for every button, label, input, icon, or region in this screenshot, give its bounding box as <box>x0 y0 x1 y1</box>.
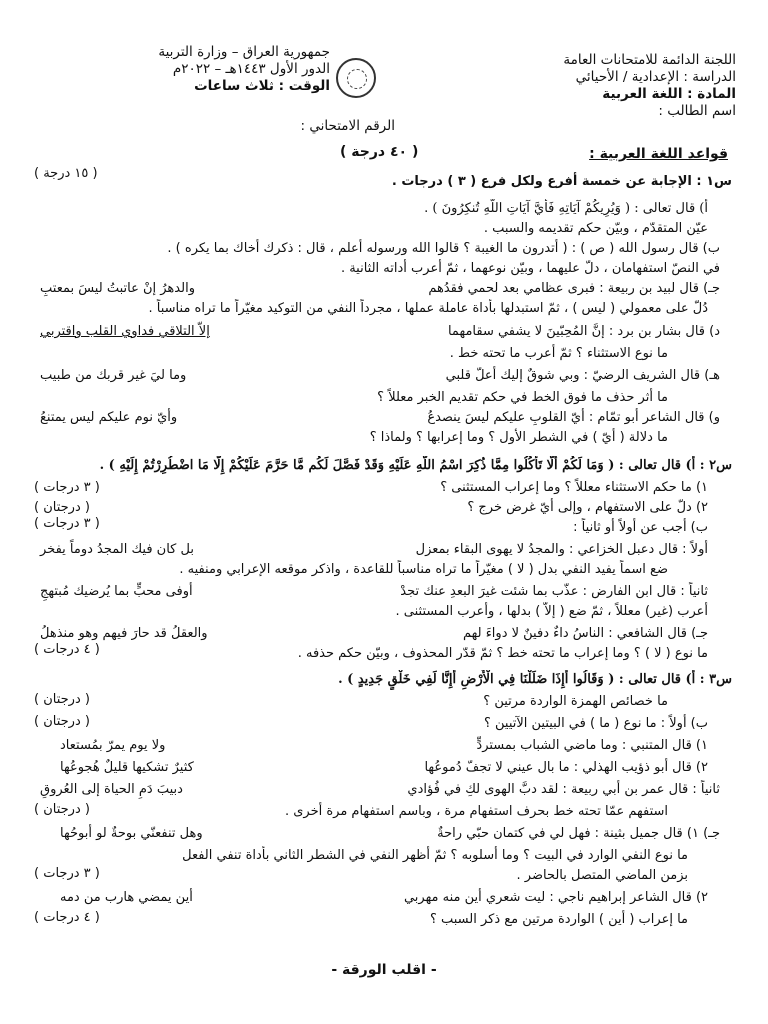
q1-d-verse-second: إلاّ التلاقي فداوي القلب واقتربي <box>40 324 210 339</box>
total-marks: ( ٤٠ درجة ) <box>340 144 419 160</box>
q1-e-verse-second: وما ليَ غير قربك من طبيب <box>40 368 187 383</box>
exam-number-label: الرقم الامتحاني : <box>300 118 395 134</box>
q3-b-marks: ( درجتان ) <box>34 714 90 729</box>
q3-a1-marks: ( درجتان ) <box>34 692 90 707</box>
q3-c1-task-cont: بزمن الماضي المتصل بالحاضر . <box>516 868 688 883</box>
q3-b2-verse: ٢) قال أبو ذؤيب الهذلي : ما بال عيني لا تجفّ دُموعُها <box>424 760 708 775</box>
q1-heading: س١ : الإجابة عن خمسة أفرع ولكل فرع ( ٣ ) درجات . <box>391 174 732 189</box>
q1-b-task: في النصّ استفهامان ، دلّ عليهما ، وبيّن نوعهما ، ثمّ أعرب أداته الثانية . <box>340 261 720 276</box>
q1-a-task: عيّن المتقدّم ، وبيّن حكم تقديمه والسبب . <box>483 221 708 236</box>
q2-b2-verse-second: أوفى محبٍّ بما يُرضيك مُبتهجِ <box>40 584 193 599</box>
country-ministry: جمهورية العراق – وزارة التربية <box>158 44 330 60</box>
q3-b: ب) أولاً : ما نوع ( ما ) في البيتين الآتيين ؟ <box>483 716 708 731</box>
q1-d-task: ما نوع الاستثناء ؟ ثمّ أعرب ما تحته خط . <box>449 346 668 361</box>
q2-b1-verse: أولاً : قال دعبل الخزاعي : والمجدُ لا يهوى البقاء بمعزل <box>415 542 708 557</box>
q3-b1-verse: ١) قال المتنبي : وما ماضي الشباب بمستردٍّ <box>476 738 708 753</box>
q3-c1-marks: ( ٣ درجات ) <box>34 866 100 881</box>
committee-name: اللجنة الدائمة للامتحانات العامة <box>563 52 736 68</box>
q2-c-verse: جـ) قال الشافعي : الناسُ داءٌ دفينٌ لا دواءَ لهم <box>462 626 708 641</box>
q3-b3-task: استفهم عمّا تحته خط بحرف استفهام مرة ، وباسم استفهام مرة أخرى . <box>284 804 668 819</box>
q1-e-verse: هـ) قال الشريف الرضيّ : وبي شوقٌ إليك أعلّ قلبي <box>445 368 720 383</box>
q2-c-marks: ( ٤ درجات ) <box>34 642 100 657</box>
q2-c-task: ما نوع ( لا ) ؟ وما إعراب ما تحته خط ؟ ثمّ قدّر المحذوف ، وبيّن حكم حذفه . <box>297 646 708 661</box>
q1-c-verse-second: والدهرُ إنْ عاتبتُ ليسَ بمعتبِ <box>40 281 195 296</box>
q3-b3-verse-second: دبيبَ دَمِ الحياة إلى العُروقِ <box>40 782 183 797</box>
q1-c-verse: جـ) قال لبيد بن ربيعة : فبرى عظامي بعد لحمي فقدُهم <box>428 281 720 296</box>
q2-a2-marks: ( درجتان ) <box>34 500 90 515</box>
q2-c-verse-second: والعقلُ قد حارَ فيهم وهو منذهلُ <box>40 626 208 641</box>
page-title: قواعد اللغة العربية : <box>589 146 728 162</box>
ministry-seal-icon <box>336 58 376 98</box>
q2-b2-task: أعرب (غير) معللاً ، ثمّ ضع ( إلاّ ) بدلها ، وأعرب المستثنى . <box>395 604 708 619</box>
q2-a1-marks: ( ٣ درجات ) <box>34 480 100 495</box>
q3-c1-task: ما نوع النفي الوارد في البيت ؟ وما أسلوبه ؟ ثمّ أظهر النفي في الشطر الثاني بأداة تنفي الفعل <box>182 848 688 863</box>
q3-c2-marks: ( ٤ درجات ) <box>34 910 100 925</box>
q1-f-task: ما دلالة ( أيّ ) في الشطر الأول ؟ وما إعرابها ؟ ولماذا ؟ <box>369 430 668 445</box>
q1-e-task: ما أثر حذف ما فوق الخط في حكم تقديم الخبر معللاً ؟ <box>377 390 668 405</box>
subject-name: المادة : اللغة العربية <box>602 86 736 102</box>
q3-b3-marks: ( درجتان ) <box>34 802 90 817</box>
q3-heading: س٣ : أ) قال تعالى : ( وَقَالُوا أَإِذَا ضَلَلْنَا فِي الْأَرْضِ أَإِنَّا لَفِي خَلْقٍ جَدِيدٍ ) . <box>338 672 732 687</box>
q2-a1: ١) ما حكم الاستثناء معللاً ؟ وما إعراب المستثنى ؟ <box>440 480 708 495</box>
q2-a2: ٢) دلّ على الاستفهام ، وإلى أيّ غرض خرج ؟ <box>467 500 708 515</box>
q3-c2-verse: ٢) قال الشاعر إبراهيم ناجي : ليت شعري أين منه مهربي <box>403 890 708 905</box>
q2-b2-verse: ثانياً : قال ابن الفارض : عذّب بما شئت غيرَ البعدِ عنك تجدْ <box>400 584 708 599</box>
q2-b: ب) أجب عن أولاً أو ثانياً : <box>573 520 708 535</box>
q2-b1-verse-second: بل كان فيك المجدُ دوماً يفخر <box>40 542 194 557</box>
student-name-label: اسم الطالب : <box>658 103 736 119</box>
q1-c-task: دُلّ على معمولي ( ليس ) ، ثمّ استبدلها بأداة عاملة عملها ، مجرداً النفي من التوكيد مغيّراً ما تراه مناسباً . <box>148 301 708 316</box>
q1-b-hadith: ب) قال رسول الله ( ص ) : ( أتدرون ما الغيبة ؟ قالوا الله ورسوله أعلم ، قال : ذكرك أخاك بما يكره ) . <box>167 241 720 256</box>
q3-c1-verse-second: وهل تنفعنّي بوحةٌ لو أبوحُها <box>60 826 203 841</box>
header-left <box>70 44 330 95</box>
q1-f-verse: و) قال الشاعر أبو تمّام : أيّ القلوبِ عليكم ليسَ ينصدعُ <box>427 410 720 425</box>
exam-session: الدور الأول ١٤٤٣هـ – ٢٠٢٢م <box>172 61 330 77</box>
q1-a-verse: أ) قال تعالى : ( وَيُرِيكُمْ آيَاتِهِ فَأَيَّ آيَاتِ اللَّهِ تُنكِرُونَ ) . <box>424 201 708 216</box>
q1-marks: ( ١٥ درجة ) <box>34 166 98 181</box>
q3-c1-verse: جـ) ١) قال جميل بثينة : فهل لي في كتمان حبّي راحةٌ <box>437 826 720 841</box>
q3-a1: ما خصائص الهمزة الواردة مرتين ؟ <box>483 694 668 709</box>
q2-b-marks: ( ٣ درجات ) <box>34 516 100 531</box>
study-branch: الدراسة : الإعدادية / الأحيائي <box>575 69 736 85</box>
q3-b2-verse-second: كثيرٌ تشكيها قليلٌ هُجوعُها <box>60 760 194 775</box>
q3-b1-verse-second: ولا يوم يمرّ بمُستعاد <box>60 738 166 753</box>
q3-b3-verse: ثانياً : قال عمر بن أبي ربيعة : لقد دبَّ الهوى لكِ في فُؤادي <box>407 782 720 797</box>
exam-time: الوقت : ثلاث ساعات <box>194 78 330 94</box>
q3-c2-task: ما إعراب ( أين ) الواردة مرتين مع ذكر السبب ؟ <box>429 912 688 927</box>
q2-b1-task: ضع اسماً يفيد النفي بدل ( لا ) مغيّراً ما تراه مناسباً للقاعدة ، واذكر موقعه الإعرابي ومنفيه . <box>179 562 668 577</box>
header-right <box>436 52 736 120</box>
q2-heading: س٢ : أ) قال تعالى : ( وَمَا لَكُمْ أَلَّا تَأْكُلُوا مِمَّا ذُكِرَ اسْمُ اللَّهِ عَلَيْهِ وَقَدْ فَصَّلَ لَكُم مَّا حَرَّمَ عَلَيْكُمْ إِلَّا مَا اضْطُرِرْتُمْ إِلَيْهِ ) . <box>99 458 732 473</box>
q1-f-verse-second: وأيّ نوم عليكم ليس يمتنعُ <box>40 410 178 425</box>
q1-d-verse: د) قال بشار بن برد : إنَّ المُحِبّينَ لا يشفي سقامهما <box>447 324 720 339</box>
turn-page-note: - اقلب الورقة - <box>331 962 437 978</box>
q3-c2-verse-second: أين يمضي هارب من دمه <box>60 890 193 905</box>
